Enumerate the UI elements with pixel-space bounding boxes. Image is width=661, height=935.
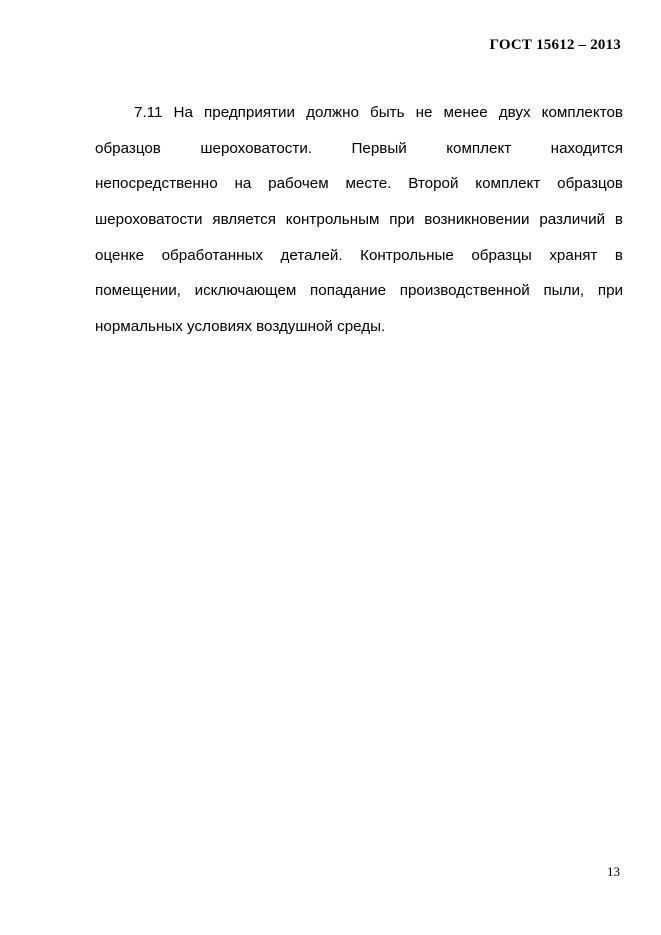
paragraph-7-11 [95,95,623,345]
paragraph-line: помещении, исключающем попадание производственной пыли, при [95,282,623,300]
paragraph-line: непосредственно на рабочем месте. Второй комплект образцов [95,175,623,193]
paragraph-line: оценке обработанных деталей. Контрольные образцы хранят в [95,246,623,264]
paragraph-line: шероховатости является контрольным при возникновении различий в [95,211,623,229]
standard-header: ГОСТ 15612 – 2013 [489,37,621,53]
page-number: 13 [607,864,620,879]
paragraph-line: 7.11 На предприятии должно быть не менее двух комплектов [134,104,623,121]
paragraph-line: образцов шероховатости. Первый комплект находится [95,139,623,157]
paragraph-line: нормальных условиях воздушной среды. [95,318,386,336]
